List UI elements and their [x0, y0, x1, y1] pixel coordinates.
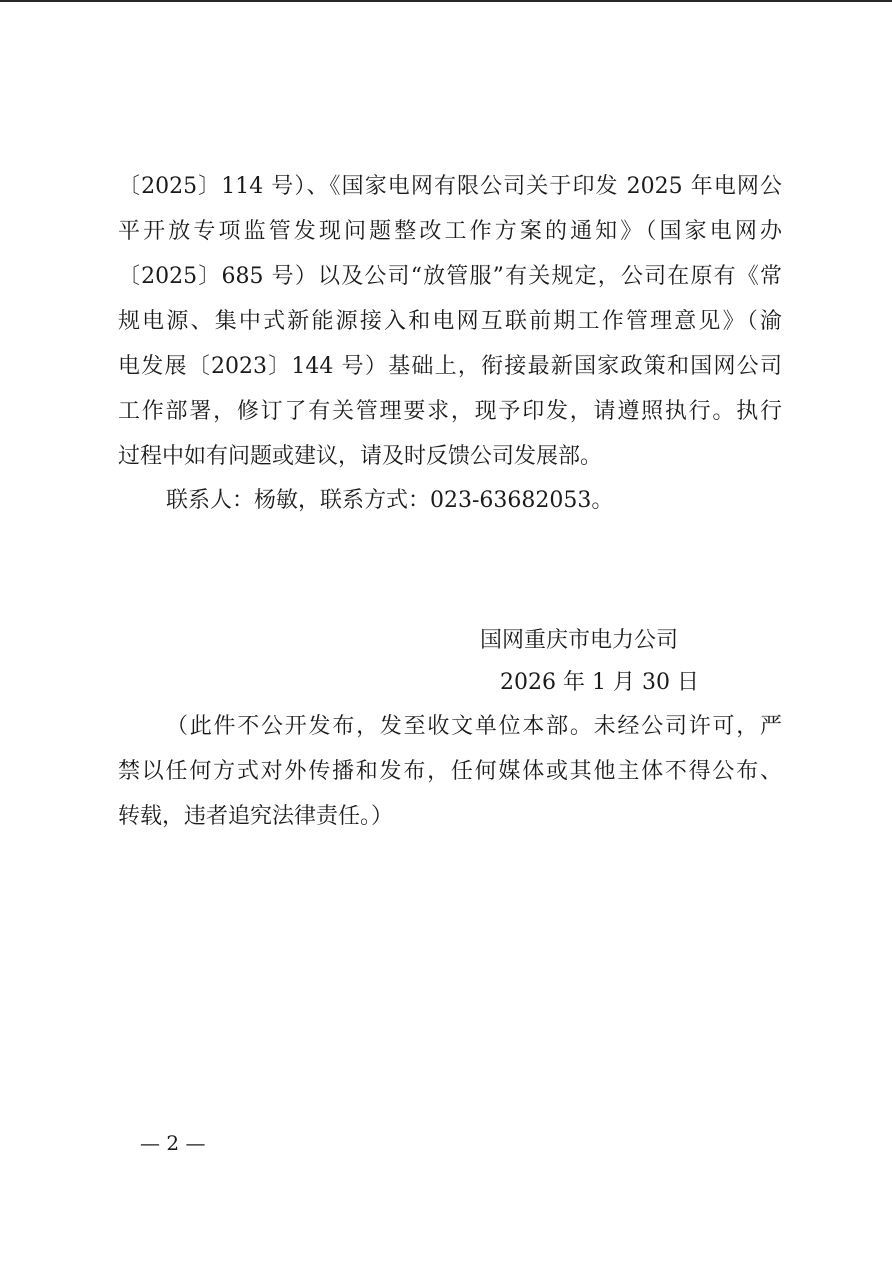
body-line: 〔2025〕685 号）以及公司“放管服”有关规定，公司在原有《常	[118, 264, 782, 289]
issuing-organization: 国网重庆市电力公司	[480, 628, 679, 653]
contact-info: 联系人：杨敏，联系方式：023-63682053。	[166, 488, 614, 513]
body-line: 规电源、集中式新能源接入和电网互联前期工作管理意见》（渝	[118, 309, 782, 334]
signature-block	[480, 620, 740, 704]
notice-line: 禁以任何方式对外传播和发布，任何媒体或其他主体不得公布、	[118, 759, 782, 784]
body-paragraph	[118, 164, 782, 479]
page-number: — 2 —	[140, 1131, 206, 1155]
distribution-notice	[118, 704, 782, 839]
notice-line: 转载，违者追究法律责任。）	[118, 804, 394, 829]
notice-line: （此件不公开发布，发至收文单位本部。未经公司许可，严	[166, 714, 782, 739]
body-line: 工作部署，修订了有关管理要求，现予印发，请遵照执行。执行	[118, 399, 782, 424]
body-line: 平开放专项监管发现问题整改工作方案的通知》（国家电网办	[118, 219, 782, 244]
body-line: 过程中如有问题或建议，请及时反馈公司发展部。	[118, 444, 603, 469]
body-line: 电发展〔2023〕144 号）基础上，衔接最新国家政策和国网公司	[118, 354, 782, 379]
top-border-line	[0, 0, 892, 2]
body-line: 〔2025〕114 号）、《国家电网有限公司关于印发 2025 年电网公	[118, 174, 782, 199]
issue-date: 2026 年 1 月 30 日	[500, 670, 699, 695]
